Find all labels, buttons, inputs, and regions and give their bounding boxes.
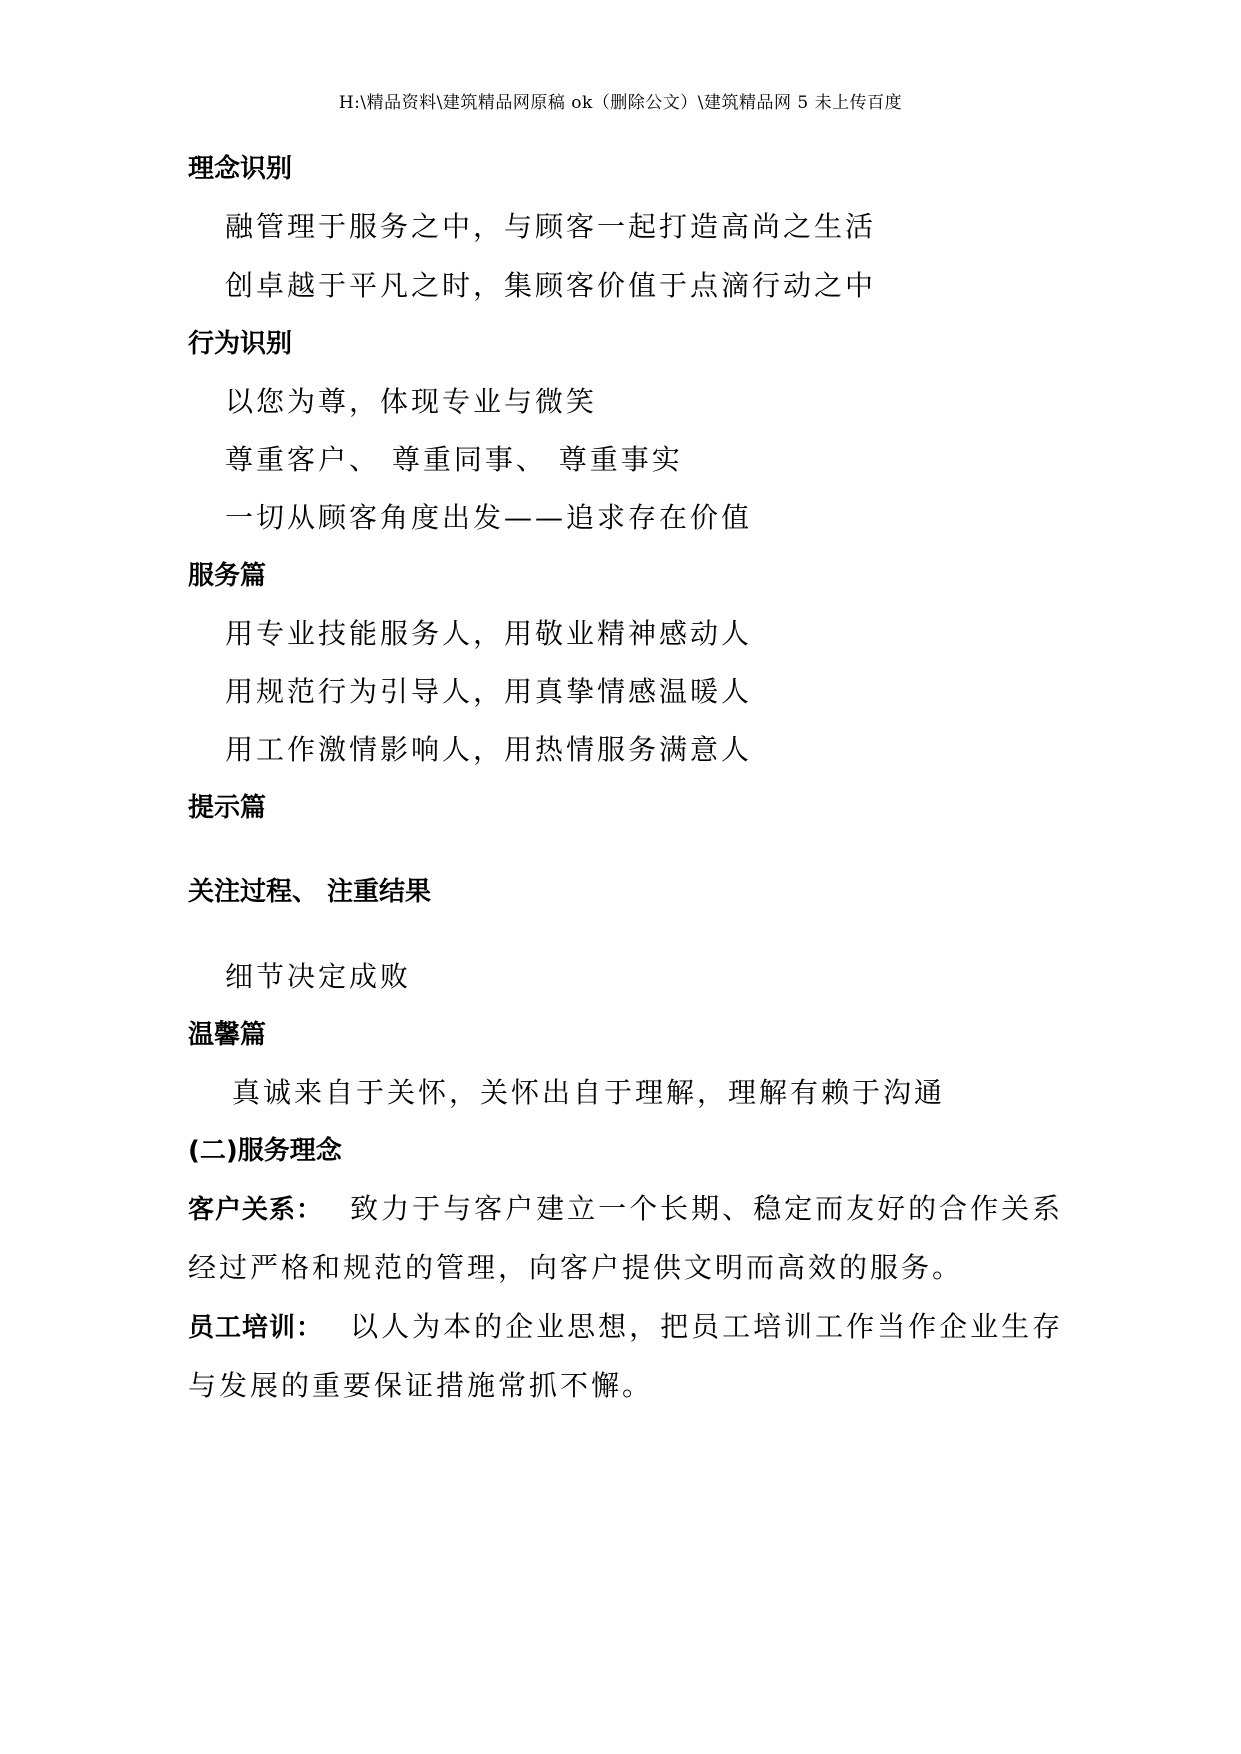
service-line-3: 用工作激情影响人，用热情服务满意人 <box>225 733 753 766</box>
customer-relation-label: 客户关系： <box>188 1195 324 1225</box>
tips-heading: 提示篇 <box>188 793 267 823</box>
concept-line-1: 融管理于服务之中，与顾客一起打造高尚之生活 <box>225 210 877 243</box>
warm-line-1: 真诚来自于关怀，关怀出自于理解，理解有赖于沟通 <box>232 1076 946 1109</box>
behavior-line-2: 尊重客户、 尊重同事、 尊重事实 <box>225 443 683 476</box>
concept-line-2: 创卓越于平凡之时，集顾客价值于点滴行动之中 <box>225 269 877 302</box>
staff-training-text-1: 以人为本的企业思想，把员工培训工作当作企业生存 <box>350 1310 1064 1343</box>
staff-training-paragraph <box>188 1305 1063 1345</box>
concept-heading: 理念识别 <box>188 154 293 184</box>
behavior-line-3: 一切从顾客角度出发——追求存在价值 <box>225 501 753 534</box>
staff-training-text-2: 与发展的重要保证措施常抓不懈。 <box>188 1369 654 1402</box>
customer-relation-paragraph <box>188 1187 1063 1227</box>
tips-line-1: 细节决定成败 <box>225 960 412 993</box>
customer-relation-text-1: 致力于与客户建立一个长期、稳定而友好的合作关系 <box>350 1192 1064 1225</box>
service-heading: 服务篇 <box>188 561 267 591</box>
service-line-1: 用专业技能服务人，用敬业精神感动人 <box>225 617 753 650</box>
warm-heading: 温馨篇 <box>188 1020 267 1050</box>
tips-subheading: 关注过程、 注重结果 <box>188 877 432 907</box>
behavior-line-1: 以您为尊，体现专业与微笑 <box>225 385 598 418</box>
service-line-2: 用规范行为引导人，用真挚情感温暖人 <box>225 675 753 708</box>
staff-training-label: 员工培训： <box>188 1313 324 1343</box>
behavior-heading: 行为识别 <box>188 329 293 359</box>
customer-relation-text-2: 经过严格和规范的管理，向客户提供文明而高效的服务。 <box>188 1251 964 1284</box>
document-header-path: H:\精品资料\建筑精品网原稿 ok（删除公文）\建筑精品网 5 未上传百度 <box>338 93 903 113</box>
philosophy-heading: (二)服务理念 <box>188 1136 342 1166</box>
